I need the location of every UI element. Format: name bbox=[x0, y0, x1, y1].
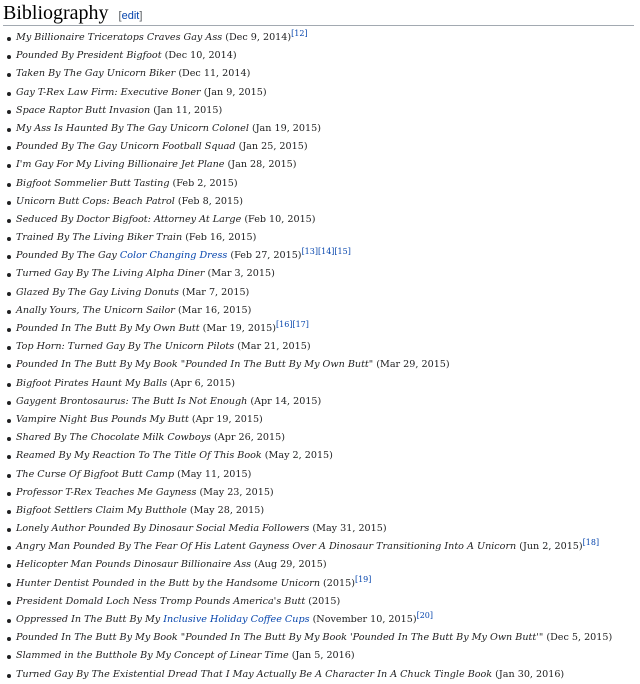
citation-link[interactable]: [12] bbox=[291, 29, 308, 38]
publication-date: (Feb 27, 2015) bbox=[227, 250, 302, 262]
book-title-text: Seduced By Doctor Bigfoot: Attorney At Large bbox=[16, 213, 242, 225]
list-item bbox=[16, 629, 634, 647]
publication-date: (Mar 21, 2015) bbox=[234, 341, 311, 353]
publication-date: (Apr 19, 2015) bbox=[188, 413, 263, 425]
book-title bbox=[16, 378, 167, 389]
list-item bbox=[16, 393, 634, 411]
publication-date: (Mar 3, 2015) bbox=[204, 268, 275, 280]
list-item bbox=[16, 411, 634, 429]
list-item bbox=[16, 593, 634, 611]
list-item bbox=[16, 265, 634, 283]
list-item bbox=[16, 138, 634, 156]
book-title-text: Professor T-Rex Teaches Me Gayness bbox=[16, 486, 197, 498]
citation-link[interactable]: [16] bbox=[276, 320, 293, 329]
book-title-text: Pounded By The Gay bbox=[16, 250, 120, 262]
book-title-text: Space Raptor Butt Invasion bbox=[16, 104, 151, 116]
list-item bbox=[16, 229, 634, 247]
list-item bbox=[16, 302, 634, 320]
book-title bbox=[16, 123, 249, 134]
book-title-text: The Curse Of Bigfoot Butt Camp bbox=[16, 468, 175, 480]
book-title-text: Shared By The Chocolate Milk Cowboys bbox=[16, 432, 211, 444]
book-title-text: Bigfoot Pirates Haunt My Balls bbox=[16, 377, 168, 389]
book-title bbox=[16, 50, 162, 61]
publication-date: (Jan 30, 2016) bbox=[492, 668, 565, 680]
book-title-text: Taken By The Gay Unicorn Biker bbox=[16, 68, 176, 80]
book-title-text: Hunter Dentist Pounded in the Butt by the Handsome Unicorn bbox=[16, 577, 320, 589]
publication-date: (Mar 16, 2015) bbox=[174, 304, 252, 316]
book-title bbox=[16, 323, 200, 334]
book-title-text: Pounded In The Butt By My Book "Pounded In The Butt By My Book 'Pounded In The Butt By My Own Butt'" bbox=[16, 632, 544, 644]
edit-section-link[interactable]: edit bbox=[121, 10, 140, 22]
book-title bbox=[16, 523, 309, 534]
publication-date: (Apr 14, 2015) bbox=[247, 395, 322, 407]
book-title-text: I'm Gay For My Living Billionaire Jet Plane bbox=[16, 159, 225, 171]
list-item bbox=[16, 647, 634, 665]
publication-date: (May 11, 2015) bbox=[174, 468, 252, 480]
list-item bbox=[16, 556, 634, 574]
list-item bbox=[16, 666, 634, 684]
publication-date: (Jan 28, 2015) bbox=[224, 159, 297, 171]
book-title bbox=[16, 305, 175, 316]
book-title bbox=[16, 559, 251, 570]
list-item bbox=[16, 575, 634, 593]
book-title-link[interactable]: Inclusive Holiday Coffee Cups bbox=[163, 614, 310, 625]
book-title bbox=[16, 505, 187, 516]
book-title-text: Reamed By My Reaction To The Title Of This Book bbox=[16, 450, 262, 462]
book-title bbox=[16, 87, 201, 98]
publication-date: (May 23, 2015) bbox=[196, 486, 274, 498]
edit-bracket-close: ] bbox=[139, 10, 143, 22]
list-item bbox=[16, 120, 634, 138]
book-title-text: Gaygent Brontosaurus: The Butt Is Not Enough bbox=[16, 395, 248, 407]
book-title bbox=[16, 596, 305, 607]
publication-date: (Jan 11, 2015) bbox=[150, 104, 223, 116]
list-item bbox=[16, 65, 634, 83]
book-title bbox=[16, 414, 189, 425]
publication-date: (November 10, 2015) bbox=[309, 614, 417, 625]
book-title-text: Glazed By The Gay Living Donuts bbox=[16, 286, 179, 298]
publication-date: (2015) bbox=[305, 595, 341, 607]
book-title bbox=[16, 450, 262, 461]
publication-date: (Apr 26, 2015) bbox=[210, 432, 285, 444]
book-title bbox=[16, 541, 516, 552]
list-item bbox=[16, 538, 634, 556]
publication-date: (Dec 9, 2014) bbox=[222, 32, 292, 43]
book-title-text: Helicopter Man Pounds Dinosaur Billionaire Ass bbox=[16, 559, 252, 571]
publication-date: (May 28, 2015) bbox=[186, 504, 265, 516]
book-title-text: Pounded By President Bigfoot bbox=[16, 50, 162, 62]
publication-date: (Feb 16, 2015) bbox=[182, 232, 257, 244]
list-item bbox=[16, 484, 634, 502]
book-title bbox=[16, 632, 543, 643]
book-title bbox=[16, 214, 241, 225]
citation-link[interactable]: [15] bbox=[334, 247, 351, 257]
publication-date: (Feb 2, 2015) bbox=[169, 177, 238, 189]
publication-date: (Jan 19, 2015) bbox=[248, 122, 321, 134]
list-item bbox=[16, 84, 634, 102]
book-title-text: Trained By The Living Biker Train bbox=[16, 232, 183, 244]
section-heading bbox=[3, 2, 634, 26]
book-title-text: Gay T-Rex Law Firm: Executive Boner bbox=[16, 86, 201, 98]
book-title bbox=[16, 250, 227, 261]
publication-date: (Apr 6, 2015) bbox=[167, 377, 235, 389]
book-title bbox=[16, 432, 211, 443]
list-item bbox=[16, 611, 634, 629]
book-title-text: Pounded In The Butt By My Book "Pounded In The Butt By My Own Butt" bbox=[16, 359, 374, 371]
book-title-text: My Billionaire Triceratops Craves Gay Ass bbox=[16, 32, 223, 43]
book-title bbox=[16, 287, 179, 298]
book-title-text: Angry Man Pounded By The Fear Of His Latent Gayness Over A Dinosaur Transitioning Into A Unicorn bbox=[16, 541, 517, 553]
book-title bbox=[16, 669, 492, 680]
list-item bbox=[16, 102, 634, 120]
book-title bbox=[16, 614, 310, 625]
book-title-text: Oppressed In The Butt By My bbox=[16, 614, 164, 625]
book-title bbox=[16, 396, 247, 407]
book-title-text: Turned Gay By The Living Alpha Diner bbox=[16, 268, 205, 280]
list-item bbox=[16, 447, 634, 465]
edit-bracket-open: [ bbox=[118, 10, 122, 22]
book-title-text: Vampire Night Bus Pounds My Butt bbox=[16, 413, 189, 425]
list-item bbox=[16, 29, 634, 47]
publication-date: (May 2, 2015) bbox=[261, 450, 333, 462]
citation-link[interactable]: [13] bbox=[301, 247, 318, 257]
publication-date: (May 31, 2015) bbox=[309, 523, 387, 535]
list-item bbox=[16, 211, 634, 229]
list-item bbox=[16, 284, 634, 302]
book-title-text: Anally Yours, The Unicorn Sailor bbox=[16, 304, 175, 316]
publication-date: (Mar 29, 2015) bbox=[373, 359, 450, 371]
book-title-text: Lonely Author Pounded By Dinosaur Social Media Followers bbox=[16, 523, 310, 535]
citation-link[interactable]: [20] bbox=[416, 611, 434, 620]
book-title bbox=[16, 487, 196, 498]
book-title bbox=[16, 105, 150, 116]
book-title bbox=[16, 178, 169, 189]
citation-link[interactable]: [14] bbox=[317, 247, 335, 257]
book-title-text: Bigfoot Settlers Claim My Butthole bbox=[16, 504, 187, 516]
list-item bbox=[16, 520, 634, 538]
publication-date: (Jan 5, 2016) bbox=[288, 650, 355, 662]
book-title-text: My Ass Is Haunted By The Gay Unicorn Colonel bbox=[16, 122, 249, 134]
book-title bbox=[16, 359, 373, 370]
book-title bbox=[16, 196, 175, 207]
book-title-text: Pounded In The Butt By My Own Butt bbox=[16, 323, 200, 334]
book-title-text: Slammed in the Butthole By My Concept of Linear Time bbox=[16, 650, 289, 662]
book-title bbox=[16, 159, 224, 170]
publication-date: (Aug 29, 2015) bbox=[251, 559, 327, 571]
list-item bbox=[16, 156, 634, 174]
citation-link[interactable]: [19] bbox=[354, 574, 372, 584]
publication-date: (Dec 5, 2015) bbox=[543, 632, 613, 644]
book-title bbox=[16, 268, 204, 279]
publication-date: (Jan 9, 2015) bbox=[200, 86, 267, 98]
publication-date: (Dec 10, 2014) bbox=[161, 50, 237, 62]
publication-date: (Feb 8, 2015) bbox=[174, 195, 243, 207]
publication-date: (2015) bbox=[320, 577, 355, 589]
book-title bbox=[16, 141, 236, 152]
list-item bbox=[16, 320, 634, 338]
list-item bbox=[16, 247, 634, 265]
book-title bbox=[16, 32, 222, 43]
publication-date: (Jun 2, 2015) bbox=[516, 541, 583, 553]
list-item bbox=[16, 356, 634, 374]
book-title-link[interactable]: Color Changing Dress bbox=[119, 250, 228, 262]
book-title-text: Bigfoot Sommelier Butt Tasting bbox=[16, 177, 170, 189]
book-title-text: Turned Gay By The Existential Dread That I May Actually Be A Character In A Chuck Tingle Book bbox=[16, 668, 493, 680]
book-title-text: Unicorn Butt Cops: Beach Patrol bbox=[16, 195, 175, 207]
book-title bbox=[16, 650, 289, 661]
publication-date: (Mar 19, 2015) bbox=[199, 323, 277, 334]
list-item bbox=[16, 502, 634, 520]
list-item bbox=[16, 47, 634, 65]
list-item bbox=[16, 429, 634, 447]
book-title-text: Pounded By The Gay Unicorn Football Squad bbox=[16, 141, 236, 153]
citation-link[interactable]: [18] bbox=[582, 538, 600, 548]
list-item bbox=[16, 466, 634, 484]
list-item bbox=[16, 175, 634, 193]
publication-date: (Dec 11, 2014) bbox=[175, 68, 251, 80]
book-title bbox=[16, 68, 175, 79]
book-title-text: Top Horn: Turned Gay By The Unicorn Pilots bbox=[16, 341, 235, 353]
book-title bbox=[16, 578, 320, 589]
publication-date: (Feb 10, 2015) bbox=[241, 213, 316, 225]
publication-date: (Jan 25, 2015) bbox=[235, 141, 308, 153]
list-item bbox=[16, 338, 634, 356]
book-title bbox=[16, 341, 234, 352]
book-title bbox=[16, 232, 182, 243]
publication-date: (Mar 7, 2015) bbox=[178, 286, 250, 298]
section-title: Bibliography bbox=[3, 2, 109, 24]
book-title-text: President Domald Loch Ness Tromp Pounds America's Butt bbox=[16, 595, 306, 607]
bibliography-list bbox=[3, 29, 634, 684]
edit-section-link-wrapper bbox=[119, 10, 143, 22]
list-item bbox=[16, 375, 634, 393]
citation-link[interactable]: [17] bbox=[292, 320, 309, 329]
list-item bbox=[16, 193, 634, 211]
book-title bbox=[16, 469, 174, 480]
